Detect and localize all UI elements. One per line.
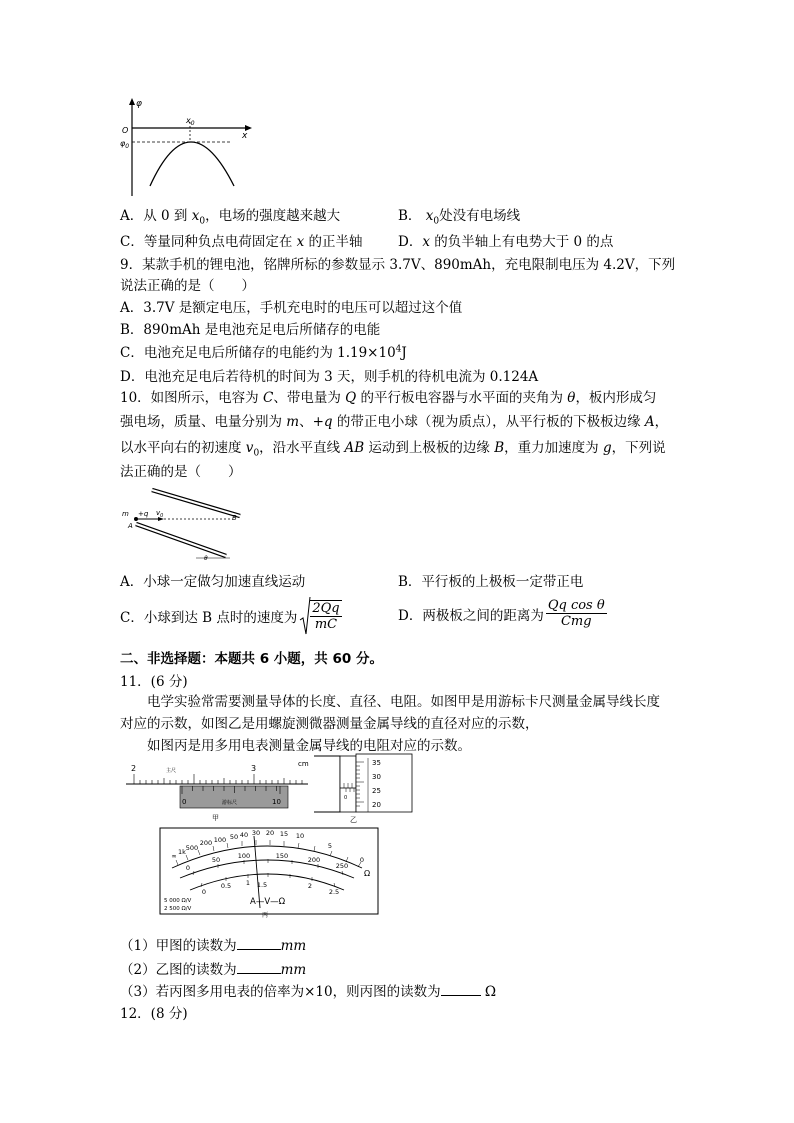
q11-sub-1: （1）甲图的读数为 mm <box>120 938 307 954</box>
potential-graph <box>118 96 258 198</box>
ohm-scale-200: 200 <box>199 839 213 847</box>
origin-label: O <box>122 126 129 135</box>
q11-sub-3: （3）若丙图多用电表的倍率为×10，则丙图的读数为 Ω <box>120 984 497 1000</box>
q11-sub-2: （2）乙图的读数为 mm <box>120 962 307 978</box>
vernier-caliper-figure <box>122 756 312 822</box>
q9-option-b: B．890mAh 是电池充足电后所储存的电能 <box>120 322 381 338</box>
mid-scale-50: 50 <box>211 856 221 864</box>
caliper-unit: cm <box>298 760 309 768</box>
ohm-scale-0: 0 <box>359 856 365 864</box>
meter-omega-label: Ω <box>364 869 371 878</box>
option-d-denominator: Cmg <box>560 614 592 629</box>
section-title: 二、非选择题：本题共 6 小题，共 60 分。 <box>120 651 383 667</box>
q11-header: 11．(6 分) <box>120 674 188 690</box>
mid-scale-0: 0 <box>185 864 191 872</box>
option-d-numerator: Qq cos θ <box>547 598 605 613</box>
option-c-numerator: 2Qq <box>312 601 340 616</box>
q9-stem-line2: 说法正确的是（ ） <box>120 278 255 294</box>
q12-header: 12．(8 分) <box>120 1006 188 1022</box>
x-axis-label: x <box>242 131 248 141</box>
caliper-tick-3: 3 <box>251 764 257 773</box>
q10-stem-line2: 强电场，质量、电量分别为 m、+q 的带正电小球（视为质点），从平行板的下极板边缘 A， <box>120 414 669 430</box>
ohm-scale-100: 100 <box>213 836 227 844</box>
meter-model-label: A—V—Ω <box>250 897 286 907</box>
caliper-vernier-label: 游标尺 <box>222 800 238 806</box>
caliper-vernier-ten: 10 <box>272 798 281 806</box>
phi-axis-label: φ <box>136 99 142 109</box>
theta-label: θ <box>204 555 208 562</box>
q10-option-a: A．小球一定做匀加速直线运动 <box>120 574 306 590</box>
mid-scale-250: 250 <box>335 862 349 870</box>
low-scale-1.5: 1.5 <box>256 881 268 889</box>
q11-para-line2: 对应的示数，如图乙是用螺旋测微器测量金属导线的直径对应的示数， <box>120 716 539 732</box>
ohm-scale-50: 50 <box>229 833 239 841</box>
option-c-denominator: mC <box>314 617 338 632</box>
ohm-scale-1k: 1k <box>178 848 186 856</box>
q11-para-line1: 电学实验常需要测量导体的长度、直径、电阻。如图甲是用游标卡尺测量金属导线长度 <box>147 694 660 710</box>
caliper-caption: 甲 <box>212 814 219 822</box>
mid-scale-100: 100 <box>237 852 251 860</box>
q11-para-line3: 如图丙是用多用电表测量金属导线的电阻对应的示数。 <box>147 738 471 754</box>
low-scale-0: 0 <box>201 888 207 896</box>
q10-option-c: C．小球到达 B 点时的速度为 $\frac{2Qq}{mC}$ <box>120 596 342 636</box>
x0-label: $x_0$ <box>186 116 195 127</box>
micrometer-figure <box>310 752 416 824</box>
ohm-scale-40: 40 <box>239 831 249 839</box>
meter-caption: 丙 <box>262 912 269 918</box>
meter-info-1: 5 000 Ω/V <box>164 898 192 904</box>
caliper-main-label: 主尺 <box>166 768 177 774</box>
caliper-vernier-zero: 0 <box>182 798 187 806</box>
ohm-scale-10: 10 <box>295 832 305 840</box>
micrometer-caption: 乙 <box>350 816 357 824</box>
q9-option-c: C．电池充足电后所储存的电能约为 $1.19\times 10^4J$ <box>120 344 407 361</box>
q10-stem-line3: 以水平向右的初速度 $v_0$，沿水平直线 AB 运动到上极板的边缘 B，重力加速度为 g，下列说 <box>120 440 666 459</box>
q9-stem-line1: 9．某款手机的锂电池，铭牌所标的参数显示 3.7V、890mAh，充电限制电压为 4.2V，下列 <box>120 257 676 273</box>
meter-info-2: 2 500 Ω/V <box>164 906 192 912</box>
phi0-label: $\varphi_0$ <box>120 139 130 150</box>
mid-scale-200: 200 <box>307 856 321 864</box>
caliper-tick-2: 2 <box>131 764 137 773</box>
velocity-label: $v_0$ <box>156 509 164 519</box>
low-scale-2.5: 2.5 <box>328 888 340 896</box>
micrometer-zero: 0 <box>344 795 348 801</box>
capacitor-figure <box>118 484 248 564</box>
q10-option-b: B．平行板的上极板一定带正电 <box>398 574 584 590</box>
q9-option-a: A．3.7V 是额定电压，手机充电时的电压可以超过这个值 <box>120 300 463 316</box>
micrometer-25: 25 <box>372 787 381 795</box>
q8-option-a: A．从 0 到 $x_0$，电场的强度越来越大 <box>120 208 341 227</box>
ball-charge-label: +q <box>138 510 149 518</box>
ohm-scale-20: 20 <box>265 829 275 837</box>
point-b-label: B <box>232 514 237 522</box>
q9-option-d: D．电池充足电后若待机的时间为 3 天，则手机的待机电流为 0.124A <box>120 369 539 385</box>
ohm-scale-inf: ∞ <box>171 852 177 860</box>
ohm-scale-30: 30 <box>251 829 261 837</box>
multimeter-figure <box>158 826 382 918</box>
low-scale-2: 2 <box>307 882 313 890</box>
low-scale-1: 1 <box>245 879 251 887</box>
q8-option-c: C．等量同种负点电荷固定在 x 的正半轴 <box>120 234 363 250</box>
q10-stem-line1: 10．如图所示，电容为 C、带电量为 Q 的平行板电容器与水平面的夹角为 θ，板内形成匀 <box>120 390 657 406</box>
q8-option-d: D．x 的负半轴上有电势大于 0 的点 <box>398 234 614 250</box>
low-scale-0.5: 0.5 <box>220 882 232 890</box>
answer-blank-2[interactable] <box>237 961 281 974</box>
micrometer-35: 35 <box>372 759 381 767</box>
point-a-label: A <box>128 522 133 530</box>
micrometer-30: 30 <box>372 773 381 781</box>
answer-blank-1[interactable] <box>237 937 281 950</box>
ball-mass-label: m <box>122 510 129 518</box>
ohm-scale-5: 5 <box>327 842 333 850</box>
mid-scale-150: 150 <box>275 852 289 860</box>
q10-option-d: D．两极板之间的距离为 $\frac{\text{Qq cos θ}}{\text{Cmg}}$ <box>398 598 605 629</box>
ohm-scale-500: 500 <box>185 844 199 852</box>
q10-stem-line4: 法正确的是（ ） <box>120 464 242 480</box>
q8-option-b: B． $x_0$处没有电场线 <box>398 208 521 227</box>
ohm-scale-15: 15 <box>279 830 289 838</box>
micrometer-20: 20 <box>372 801 381 809</box>
answer-blank-3[interactable] <box>441 983 481 996</box>
